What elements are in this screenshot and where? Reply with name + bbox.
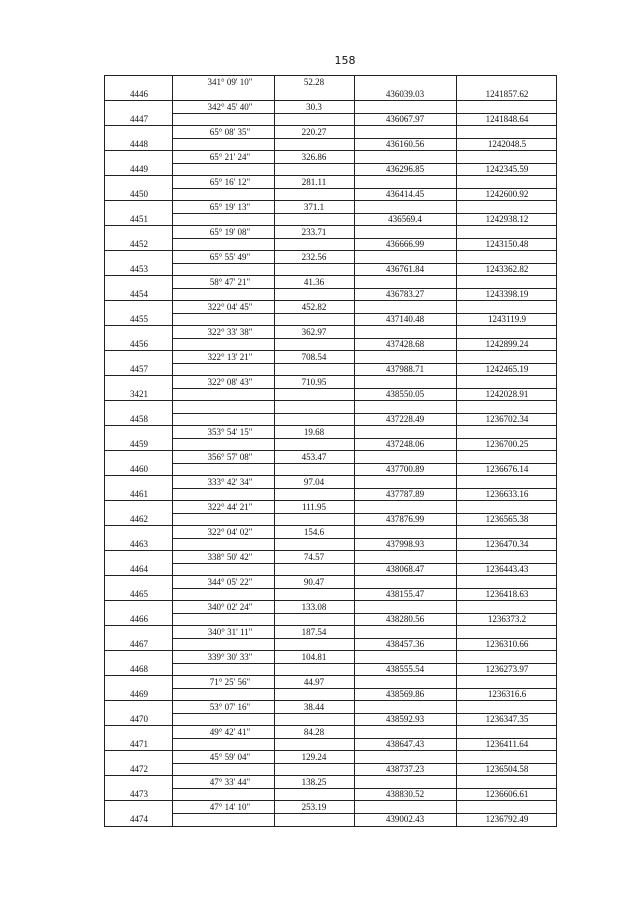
table-row (105, 176, 556, 201)
northing: 438155.47 (385, 589, 425, 599)
bearing: 65° 21' 24" (209, 152, 251, 162)
bearing: 338° 50' 42" (207, 552, 253, 562)
table-row (105, 701, 556, 726)
distance: 38.44 (303, 702, 325, 712)
northing: 436761.84 (385, 264, 425, 274)
bearing: 322° 44' 21" (207, 502, 253, 512)
bearing: 53° 07' 16" (209, 702, 251, 712)
northing: 438280.56 (385, 614, 425, 624)
northing: 438457.36 (385, 639, 425, 649)
northing: 439002.43 (385, 814, 425, 824)
point-id: 4471 (130, 739, 148, 749)
point-id: 4461 (130, 489, 148, 499)
distance: 452.82 (301, 302, 327, 312)
point-id: 4466 (130, 614, 148, 624)
easting: 1236470.34 (485, 539, 529, 549)
point-id: 4464 (130, 564, 148, 574)
northing: 438830.52 (385, 789, 425, 799)
easting: 1236565.38 (485, 514, 529, 524)
point-id: 4449 (130, 164, 148, 174)
table-row (105, 801, 556, 826)
distance: 84.28 (303, 727, 325, 737)
easting: 1236310.66 (485, 639, 529, 649)
point-id: 4455 (130, 314, 148, 324)
table-row (105, 676, 556, 701)
northing: 437140.48 (385, 314, 425, 324)
northing: 438550.05 (385, 389, 425, 399)
distance: 44.97 (303, 677, 325, 687)
distance: 371.1 (303, 202, 325, 212)
table-row (105, 351, 556, 376)
distance: 138.25 (301, 777, 327, 787)
distance: 111.95 (301, 502, 327, 512)
table-row (105, 476, 556, 501)
bearing: 340° 02' 24" (207, 602, 253, 612)
easting: 1236676.14 (485, 464, 529, 474)
northing: 437998.93 (385, 539, 425, 549)
point-id: 4454 (130, 289, 148, 299)
bearing: 65° 08' 35" (209, 127, 251, 137)
bearing: 339° 30' 33" (207, 652, 253, 662)
easting: 1236316.6 (487, 689, 527, 699)
point-id: 4457 (130, 364, 148, 374)
easting: 1242938.12 (485, 214, 529, 224)
northing: 438737.23 (385, 764, 425, 774)
bearing: 45° 59' 04" (209, 752, 251, 762)
table-row (105, 151, 556, 176)
distance: 97.04 (303, 477, 325, 487)
easting: 1236418.63 (485, 589, 529, 599)
easting: 1236443.43 (485, 564, 529, 574)
point-id: 4453 (130, 264, 148, 274)
bearing: 322° 13' 21" (207, 352, 253, 362)
easting: 1236700.25 (485, 439, 529, 449)
distance: 19.68 (303, 427, 325, 437)
easting: 1236347.35 (485, 714, 529, 724)
northing: 437787.89 (385, 489, 425, 499)
bearing: 353° 54' 15" (207, 427, 253, 437)
bearing: 65° 16' 12" (209, 177, 251, 187)
northing: 437876.99 (385, 514, 425, 524)
distance: 708.54 (301, 352, 327, 362)
bearing: 47° 14' 10" (209, 802, 251, 812)
point-id: 4473 (130, 789, 148, 799)
table-row (105, 226, 556, 251)
northing: 437228.49 (385, 414, 425, 424)
easting: 1242899.24 (485, 339, 529, 349)
easting: 1236504.58 (485, 764, 529, 774)
distance: 326.86 (301, 152, 327, 162)
table-row (105, 726, 556, 751)
table-row (105, 501, 556, 526)
distance: 30.3 (306, 102, 322, 112)
northing: 436666.99 (385, 239, 425, 249)
bearing: 322° 04' 02" (207, 527, 253, 537)
table-row (105, 601, 556, 626)
distance: 52.28 (303, 77, 325, 87)
distance: 187.54 (301, 627, 327, 637)
bearing: 58° 47' 21" (209, 277, 251, 287)
point-id: 4470 (130, 714, 148, 724)
easting: 1236273.97 (485, 664, 529, 674)
distance: 104.81 (301, 652, 327, 662)
easting: 1243398.19 (485, 289, 529, 299)
bearing: 322° 04' 45" (207, 302, 253, 312)
table-row (105, 651, 556, 676)
point-id: 4456 (130, 339, 148, 349)
point-id: 4452 (130, 239, 148, 249)
easting: 1242028.91 (485, 389, 529, 399)
easting: 1236792.49 (485, 814, 529, 824)
distance: 362.97 (301, 327, 327, 337)
northing: 436414.45 (385, 189, 425, 199)
northing: 438647.43 (385, 739, 425, 749)
point-id: 4447 (130, 114, 148, 124)
coordinate-table (104, 75, 557, 827)
table-row (105, 401, 556, 426)
point-id: 4458 (130, 414, 148, 424)
point-id: 4450 (130, 189, 148, 199)
distance: 281.11 (301, 177, 327, 187)
northing: 436067.97 (385, 114, 425, 124)
northing: 437700.89 (385, 464, 425, 474)
distance: 220.27 (301, 127, 327, 137)
bearing: 49° 42' 41" (209, 727, 251, 737)
easting: 1236702.34 (485, 414, 529, 424)
table-row (105, 551, 556, 576)
distance: 154.6 (303, 527, 325, 537)
northing: 436160.56 (385, 139, 425, 149)
point-id: 4465 (130, 589, 148, 599)
bearing: 71° 25' 56" (209, 677, 251, 687)
easting: 1241848.64 (485, 114, 529, 124)
bearing: 344° 05' 22" (207, 577, 253, 587)
table-row (105, 626, 556, 651)
distance: 90.47 (303, 577, 325, 587)
distance: 233.71 (301, 227, 327, 237)
bearing: 322° 33' 38" (207, 327, 253, 337)
point-id: 4451 (130, 214, 148, 224)
point-id: 4459 (130, 439, 148, 449)
table-row (105, 276, 556, 301)
distance: 133.08 (301, 602, 327, 612)
table-row (105, 201, 556, 226)
bearing: 356° 57' 08" (207, 452, 253, 462)
table-row (105, 126, 556, 151)
table-row (105, 526, 556, 551)
bearing: 65° 55' 49" (209, 252, 251, 262)
point-id: 4463 (130, 539, 148, 549)
distance: 253.19 (301, 802, 327, 812)
northing: 436039.03 (385, 89, 425, 99)
table-row (105, 76, 556, 101)
point-id: 4474 (130, 814, 148, 824)
point-id: 4467 (130, 639, 148, 649)
northing: 436296.85 (385, 164, 425, 174)
easting: 1236411.64 (485, 739, 529, 749)
bearing: 65° 19' 13" (209, 202, 251, 212)
easting: 1242345.59 (485, 164, 529, 174)
northing: 436783.27 (385, 289, 425, 299)
table-row (105, 251, 556, 276)
distance: 453.47 (301, 452, 327, 462)
point-id: 4469 (130, 689, 148, 699)
point-id: 4472 (130, 764, 148, 774)
bearing: 65° 19' 08" (209, 227, 251, 237)
northing: 438569.86 (385, 689, 425, 699)
point-id: 4460 (130, 464, 148, 474)
easting: 1243119.9 (488, 314, 526, 324)
table-row (105, 451, 556, 476)
distance: 232.56 (301, 252, 327, 262)
northing: 438555.54 (385, 664, 425, 674)
northing: 436569.4 (388, 214, 422, 224)
table-row (105, 576, 556, 601)
northing: 437988.71 (385, 364, 425, 374)
distance: 74.57 (303, 552, 325, 562)
bearing: 322° 08' 43" (207, 377, 253, 387)
point-id: 4462 (130, 514, 148, 524)
easting: 1241857.62 (485, 89, 529, 99)
easting: 1242465.19 (485, 364, 529, 374)
table-row (105, 326, 556, 351)
bearing: 340° 31' 11" (207, 627, 253, 637)
easting: 1236373.2 (487, 614, 527, 624)
point-id: 3421 (130, 389, 148, 399)
easting: 1243362.82 (485, 264, 529, 274)
page-number: 158 (334, 54, 356, 67)
easting: 1242600.92 (485, 189, 529, 199)
easting: 1243150.48 (485, 239, 529, 249)
table-row (105, 776, 556, 801)
bearing: 341° 09' 10" (207, 77, 253, 87)
easting: 1242048.5 (487, 139, 527, 149)
table-row (105, 426, 556, 451)
distance: 710.95 (301, 377, 327, 387)
distance: 41.36 (303, 277, 325, 287)
table-row (105, 301, 556, 326)
table-row (105, 101, 556, 126)
northing: 437248.06 (385, 439, 425, 449)
bearing: 342° 45' 40" (207, 102, 253, 112)
distance: 129.24 (301, 752, 327, 762)
point-id: 4468 (130, 664, 148, 674)
northing: 438068.47 (385, 564, 425, 574)
easting: 1236633.16 (485, 489, 529, 499)
easting: 1236606.61 (485, 789, 529, 799)
point-id: 4448 (130, 139, 148, 149)
northing: 437428.68 (385, 339, 425, 349)
bearing: 333° 42' 34" (207, 477, 253, 487)
table-row (105, 376, 556, 401)
bearing: 47° 33' 44" (209, 777, 251, 787)
point-id: 4446 (130, 89, 148, 99)
table-row (105, 751, 556, 776)
northing: 438592.93 (385, 714, 425, 724)
